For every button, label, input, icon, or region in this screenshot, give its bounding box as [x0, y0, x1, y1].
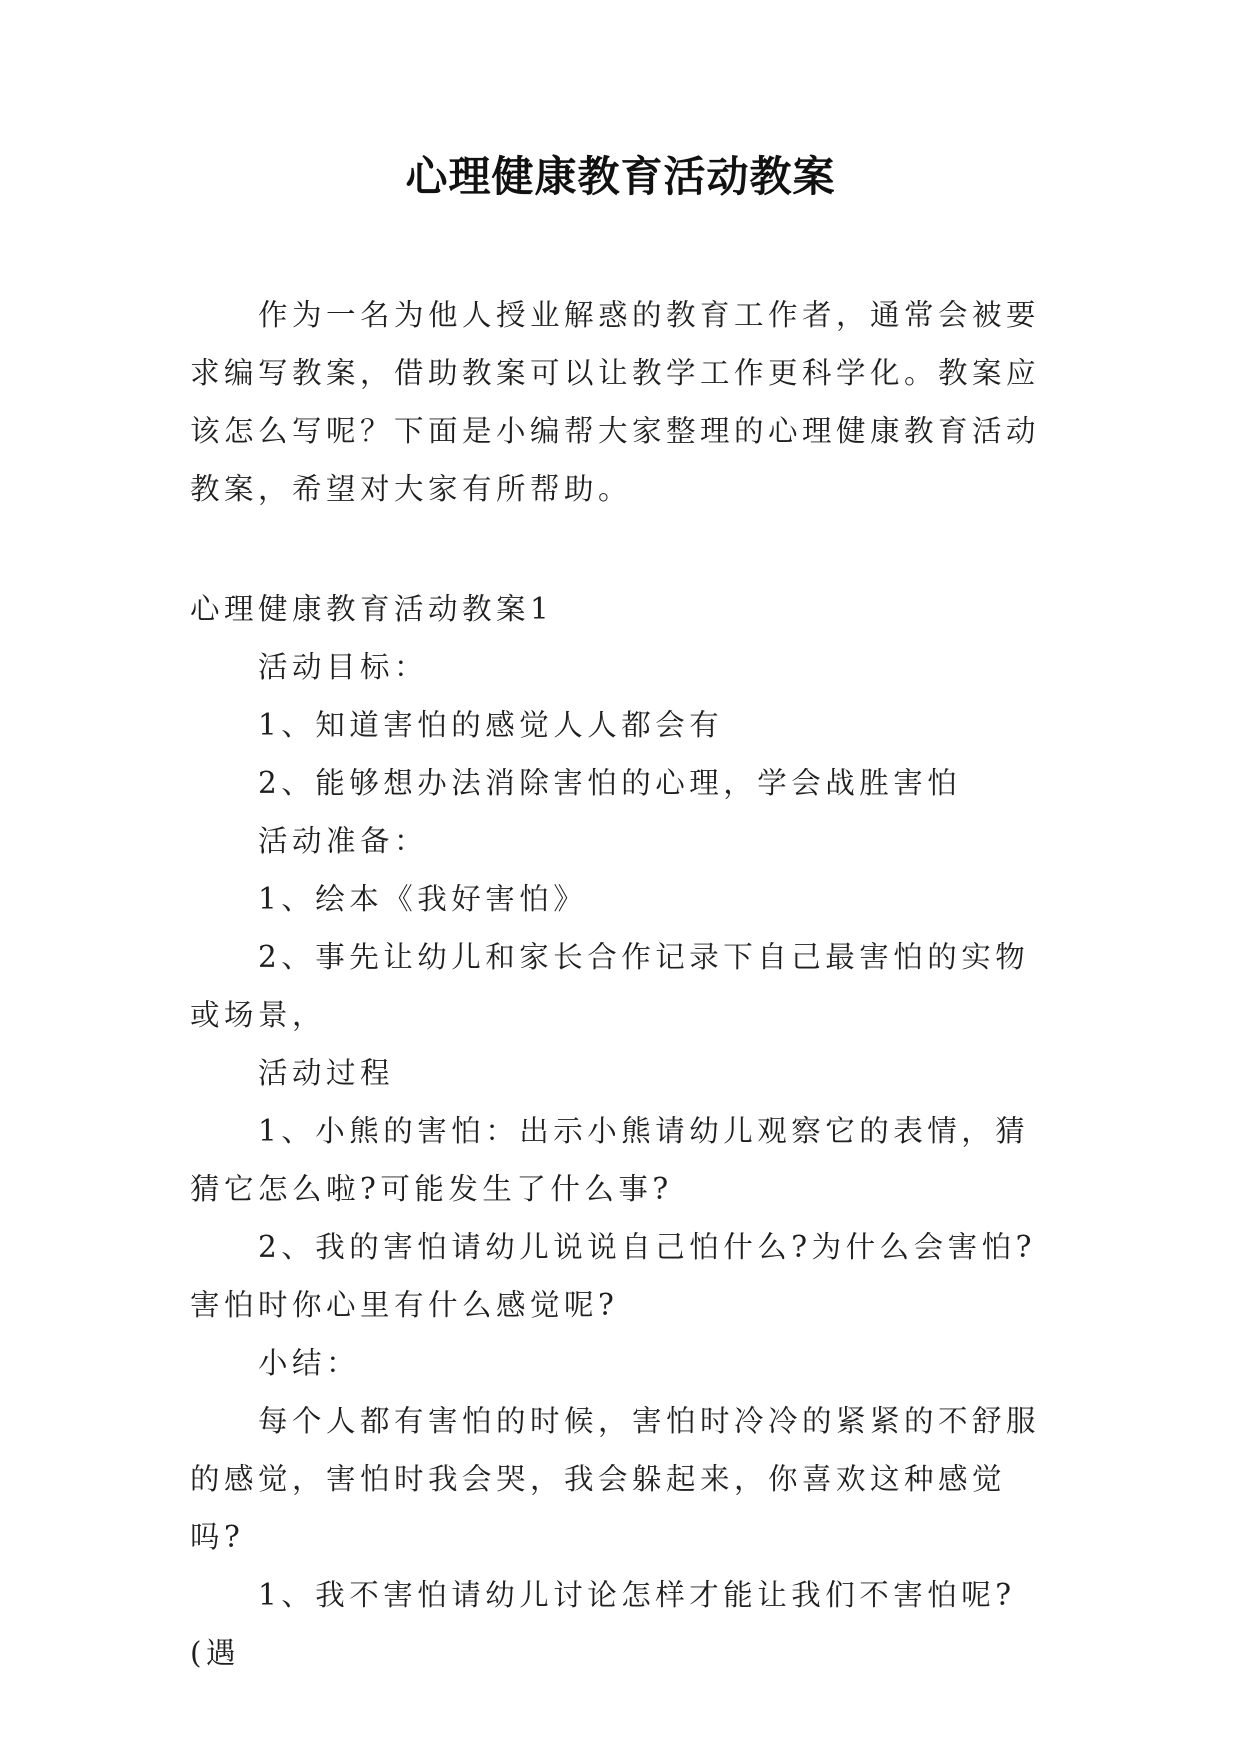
paragraph-process-1: 1、小熊的害怕：出示小熊请幼儿观察它的表情，猜猜它怎么啦?可能发生了什么事? [190, 1114, 1030, 1206]
document-title: 心理健康教育活动教案 [405, 152, 836, 201]
paragraph-prep-heading: 活动准备： [258, 824, 429, 858]
paragraph-goal-1: 1、知道害怕的感觉人人都会有 [258, 708, 724, 742]
paragraph-prep-2: 2、事先让幼儿和家长合作记录下自己最害怕的实物或场景， [190, 940, 1030, 1032]
paragraph-summary: 每个人都有害怕的时候，害怕时冷冷的紧紧的不舒服的感觉，害怕时我会哭，我会躲起来，你喜欢这种感觉吗? [190, 1404, 1041, 1554]
section-heading: 心理健康教育活动教案1 [190, 592, 554, 626]
intro-paragraph: 作为一名为他人授业解惑的教育工作者，通常会被要求编写教案，借助教案可以让教学工作更科学化。教案应该怎么写呢？下面是小编帮大家整理的心理健康教育活动教案，希望对大家有所帮助。 [190, 298, 1041, 506]
paragraph-goals-heading: 活动目标： [258, 650, 429, 684]
paragraph-prep-1: 1、绘本《我好害怕》 [258, 882, 588, 916]
paragraph-process-heading: 活动过程 [258, 1056, 395, 1090]
paragraph-goal-2: 2、能够想办法消除害怕的心理，学会战胜害怕 [258, 766, 962, 800]
lesson-plan-section [190, 580, 1060, 1682]
intro-section [190, 286, 1060, 518]
paragraph-summary-heading: 小结： [258, 1346, 361, 1380]
paragraph-not-afraid: 1、我不害怕请幼儿讨论怎样才能让我们不害怕呢?(遇 [190, 1578, 1016, 1670]
paragraph-process-2: 2、我的害怕请幼儿说说自己怕什么?为什么会害怕?害怕时你心里有什么感觉呢? [190, 1230, 1036, 1322]
